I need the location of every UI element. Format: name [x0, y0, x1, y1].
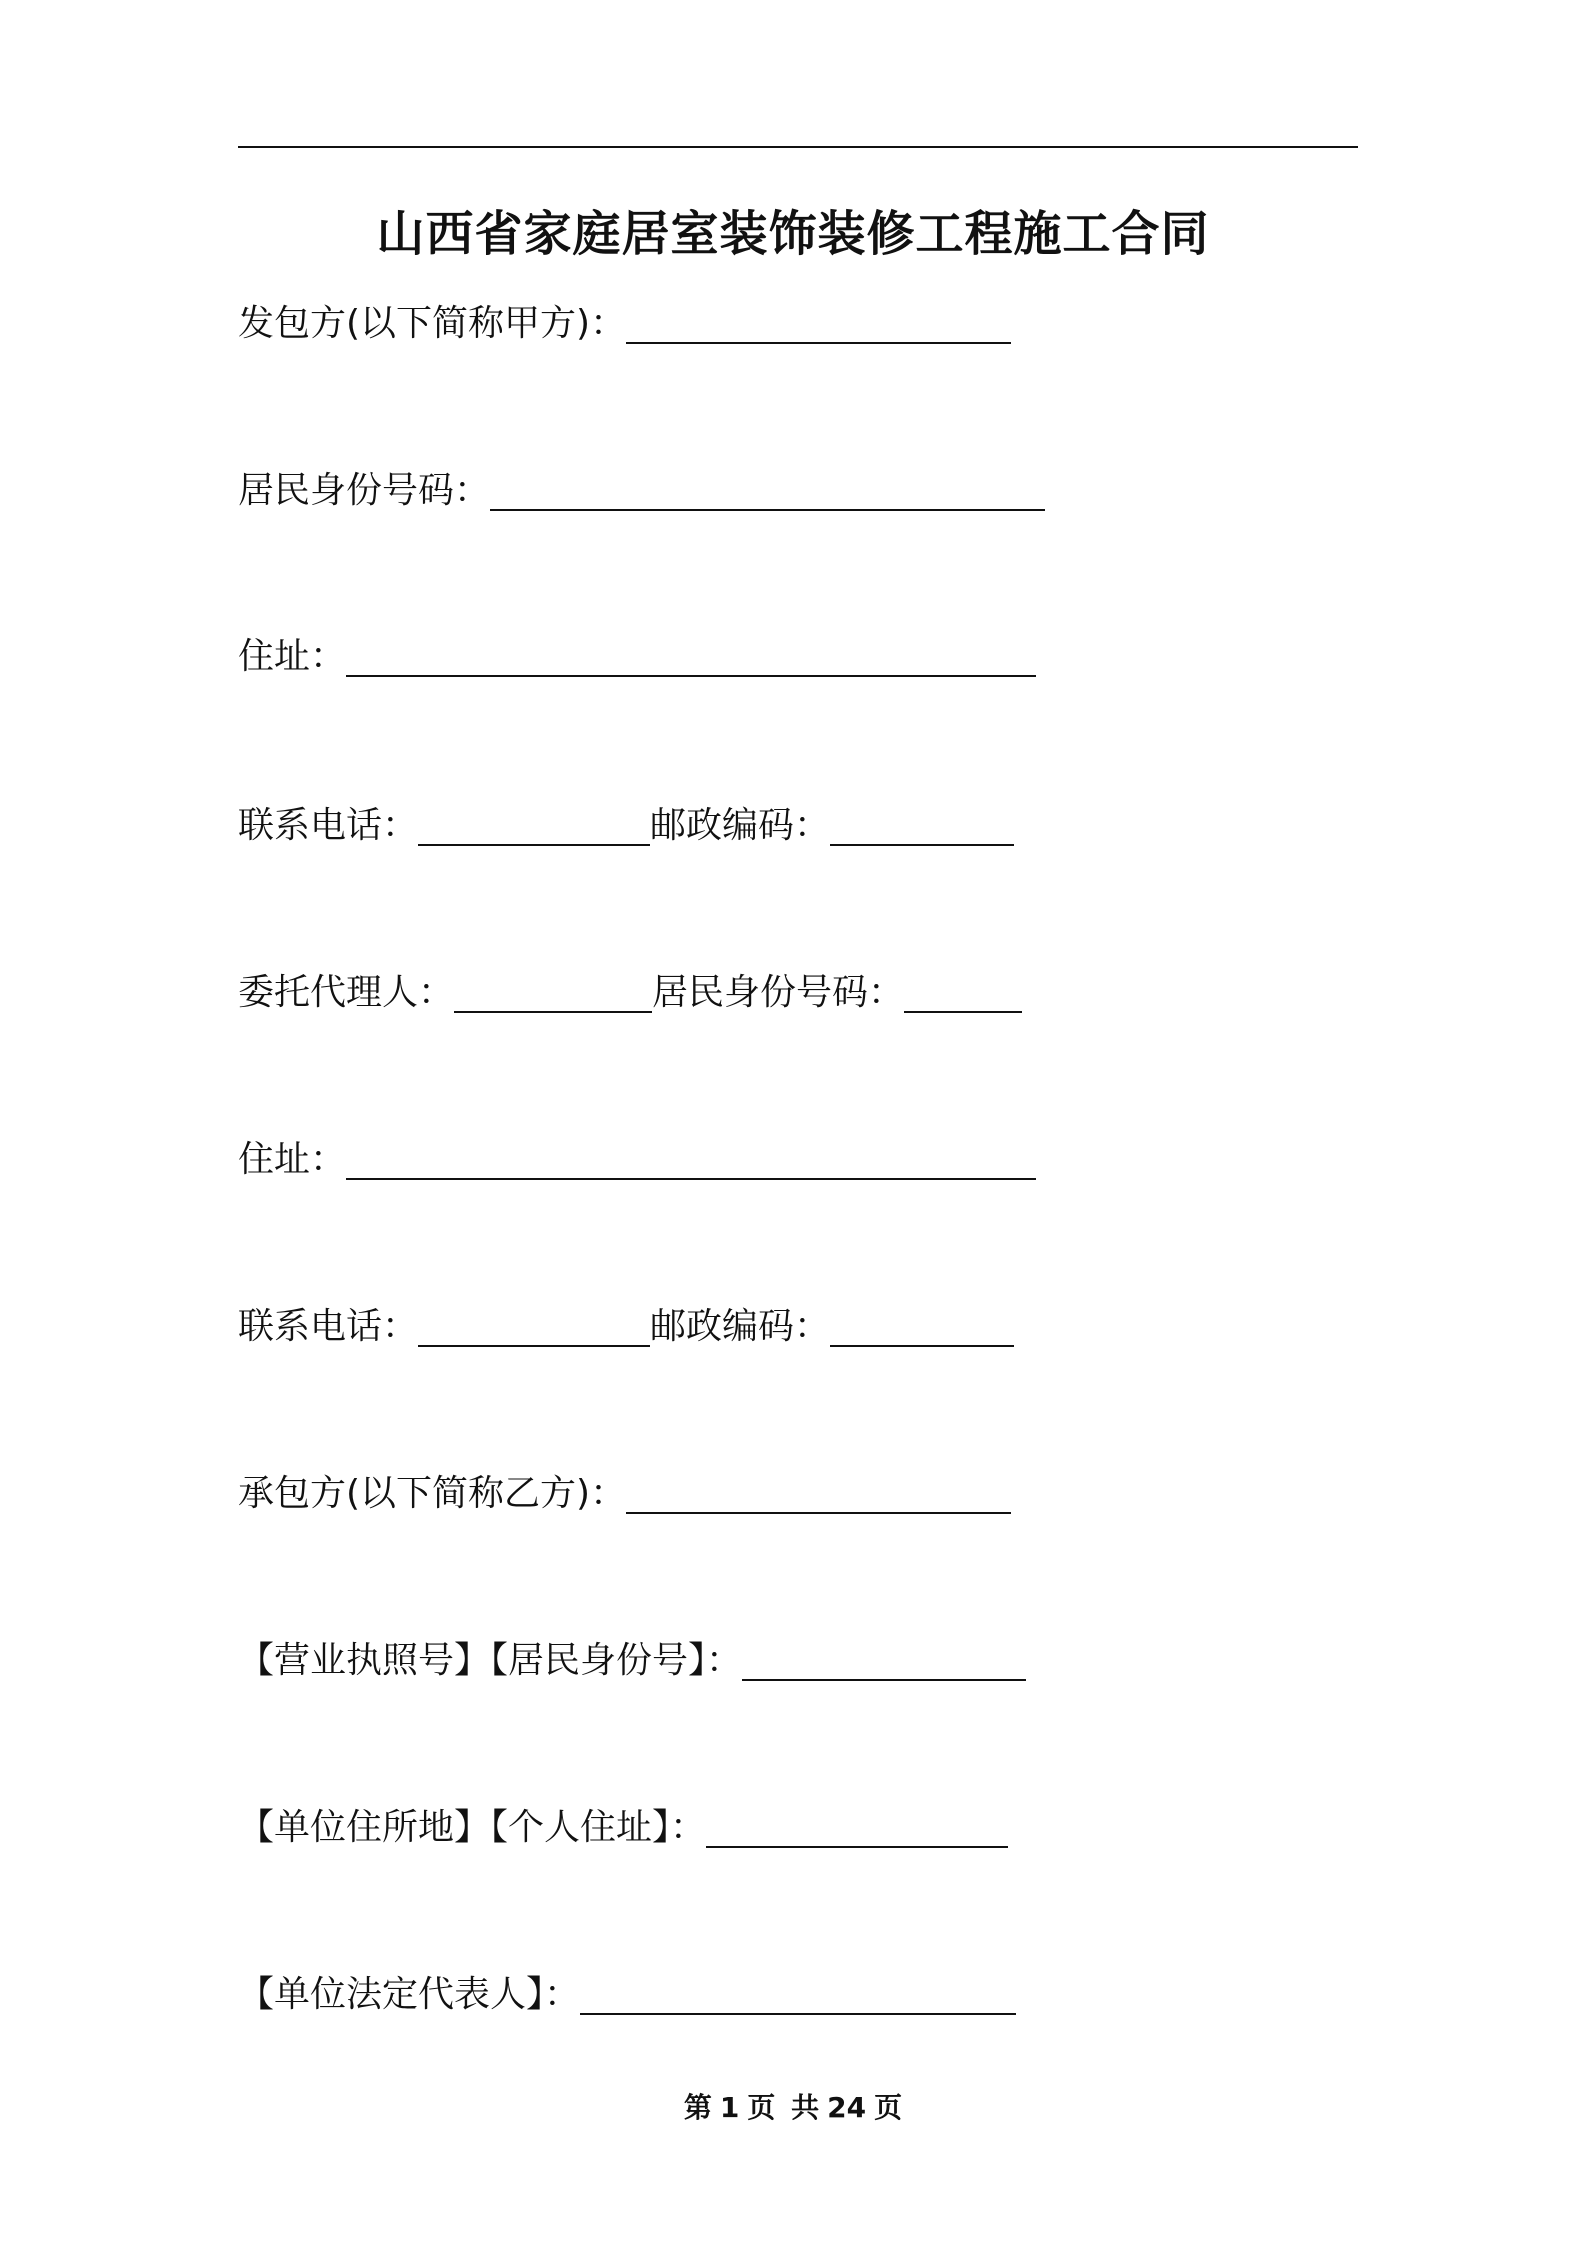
blank-agent-address[interactable]	[346, 1138, 1036, 1180]
blank-party-b[interactable]	[626, 1472, 1011, 1514]
field-label: 住址：	[238, 636, 347, 677]
document-title: 山西省家庭居室装饰装修工程施工合同	[376, 206, 1210, 262]
blank-unit-address[interactable]	[706, 1806, 1008, 1848]
field-label: 【单位法定代表人】：	[238, 1974, 581, 2015]
field-label: 住址：	[238, 1139, 347, 1180]
field-address	[238, 629, 1036, 679]
blank-agent-phone[interactable]	[418, 1305, 650, 1347]
blank-party-a[interactable]	[626, 302, 1011, 344]
field-label: 发包方(以下简称甲方)：	[238, 303, 627, 344]
field-license-number	[238, 1633, 1026, 1683]
field-label: 委托代理人：	[238, 972, 455, 1013]
blank-agent-postcode[interactable]	[830, 1305, 1014, 1347]
header-rule	[238, 146, 1358, 148]
page-footer	[0, 2090, 1586, 2126]
field-label-2: 居民身份号码：	[652, 972, 905, 1013]
blank-license-number[interactable]	[742, 1639, 1026, 1681]
footer-total-pages: 24	[827, 2091, 867, 2124]
field-label-2: 邮政编码：	[650, 1306, 831, 1347]
footer-suffix: 页	[874, 2091, 903, 2124]
field-label: 【营业执照号】【居民身份号】：	[238, 1640, 743, 1681]
field-id-number	[238, 463, 1045, 513]
field-agent	[238, 965, 1022, 1015]
field-label: 居民身份号码：	[238, 470, 491, 511]
field-agent-phone-postcode	[238, 1299, 1014, 1349]
field-party-b	[238, 1466, 1011, 1516]
blank-legal-rep[interactable]	[580, 1973, 1016, 2015]
blank-phone[interactable]	[418, 804, 650, 846]
blank-agent[interactable]	[454, 971, 652, 1013]
blank-agent-id[interactable]	[904, 971, 1022, 1013]
field-label: 联系电话：	[238, 805, 419, 846]
footer-prefix: 第	[683, 2091, 712, 2124]
blank-postcode[interactable]	[830, 804, 1014, 846]
footer-page-number: 1	[719, 2091, 740, 2124]
blank-id-number[interactable]	[490, 469, 1045, 511]
footer-middle: 页 共	[747, 2091, 820, 2124]
blank-address[interactable]	[346, 635, 1036, 677]
field-label: 承包方(以下简称乙方)：	[238, 1473, 627, 1514]
field-label: 【单位住所地】【个人住址】：	[238, 1807, 707, 1848]
field-label-2: 邮政编码：	[650, 805, 831, 846]
field-unit-address	[238, 1800, 1008, 1850]
field-party-a	[238, 296, 1011, 346]
field-label: 联系电话：	[238, 1306, 419, 1347]
field-phone-postcode	[238, 798, 1014, 848]
field-agent-address	[238, 1132, 1036, 1182]
field-legal-rep	[238, 1967, 1016, 2017]
